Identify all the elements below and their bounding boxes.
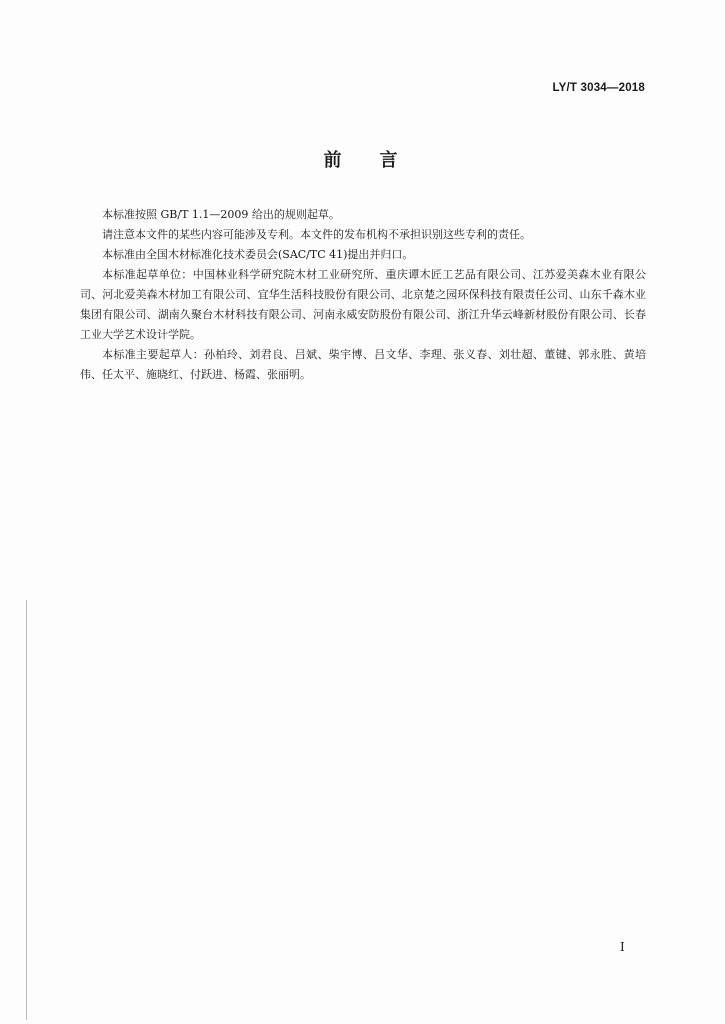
page-number: I — [620, 940, 625, 954]
paragraph-proposer: 本标准由全国木材标准化技术委员会(SAC/TC 41)提出并归口。 — [102, 248, 414, 261]
section-title: 前言 — [323, 150, 436, 171]
paragraph-drafting-rules: 本标准按照 GB/T 1.1—2009 给出的规则起草。 — [102, 208, 340, 221]
paragraph-drafters: 本标准主要起草人：孙柏玲、刘君良、吕斌、柴宇博、吕文华、李理、张义春、刘壮超、董键、郭永胜、黄培伟、任太平、施晓红、付跃进、杨霞、张丽明。 — [80, 348, 646, 381]
paragraph-patent-notice: 请注意本文件的某些内容可能涉及专利。本文件的发布机构不承担识别这些专利的责任。 — [102, 228, 531, 241]
foreword-body — [80, 205, 646, 385]
scan-edge-line — [26, 600, 27, 1020]
standard-code: LY/T 3034—2018 — [552, 82, 645, 94]
paragraph-drafting-units: 本标准起草单位：中国林业科学研究院木材工业研究所、重庆谭木匠工艺品有限公司、江苏爱美森木业有限公司、河北爱美森木材加工有限公司、宜华生活科技股份有限公司、北京楚之园环保科技有限责任公司、山东千森木业集团有限公司、湖南久聚台木材科技有限公司、河南永威安防股份有限公司、浙江升华云峰新材股份有限公司、长春工业大学艺术设计学院。 — [80, 268, 646, 341]
